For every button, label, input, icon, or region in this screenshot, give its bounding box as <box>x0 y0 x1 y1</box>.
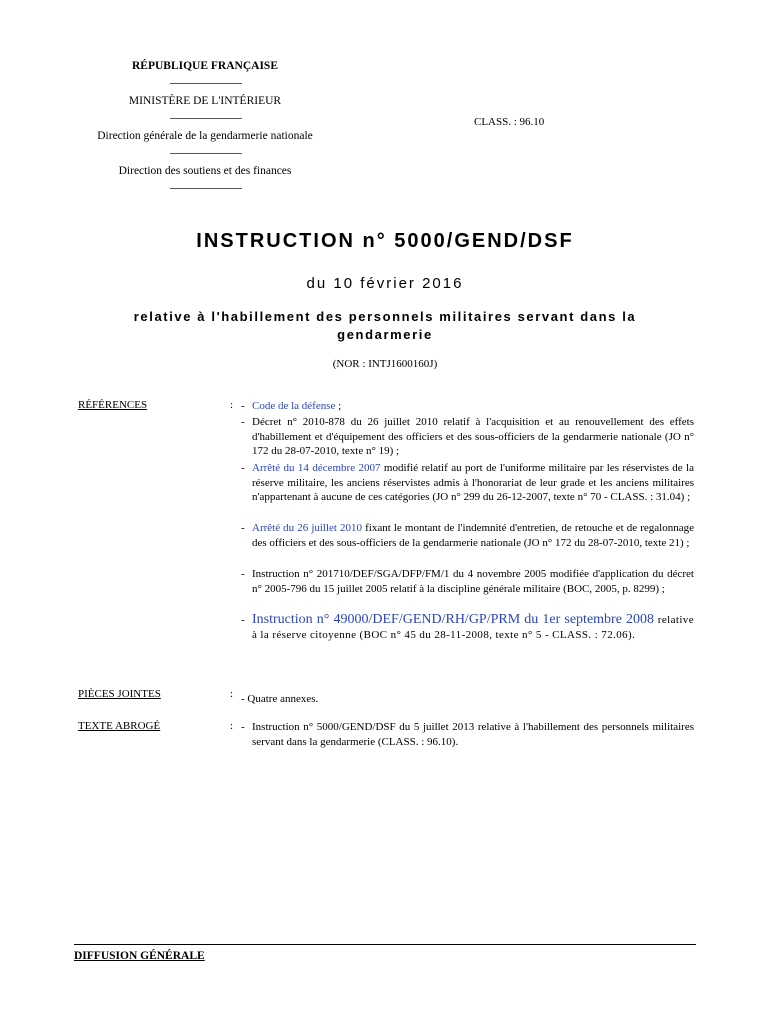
reference-link[interactable]: Code de la défense <box>252 400 336 412</box>
repealed-label: TEXTE ABROGÉ <box>78 720 161 732</box>
attachments-label: PIÈCES JOINTES <box>78 688 161 700</box>
reference-item: - Instruction n° 49000/DEF/GEND/RH/GP/PRM du 1er septembre 2008 relative à la réserve citoyenne (BOC n° 45 du 28-11-2008, texte n° 5 - CLASS. : 72.06). <box>241 612 694 641</box>
header-divider <box>170 118 242 119</box>
attachments-colon: : <box>230 688 234 700</box>
reference-item: - Décret n° 2010-878 du 26 juillet 2010 relatif à l'acquisition et au renouvellement des effets d'habillement et d'équipement des officiers et des sous-officiers de la gendarmerie nationale (JO n° 172 du 28-07-2010, texte n° 19) ; <box>241 416 694 457</box>
ministry-label: MINISTÈRE DE L'INTÉRIEUR <box>128 95 282 107</box>
document-date: du 10 février 2016 <box>306 275 464 292</box>
directorate-label: Direction des soutiens et des finances <box>118 165 292 177</box>
reference-item: - Arrêté du 14 décembre 2007 modifié relatif au port de l'uniforme militaire par les réservistes de la réserve militaire, les anciens réservistes admis à l'honorariat de leur grade et les anciens militaires n'appartenant à aucune de ces catégories (JO n° 299 du 26-12-2007, texte n° 70 - CLASS. : 31.04) ; <box>241 462 694 503</box>
reference-link[interactable]: Arrêté du 26 juillet 2010 <box>252 522 363 534</box>
document-title: INSTRUCTION n° 5000/GEND/DSF <box>196 230 574 252</box>
reference-text: fixant le montant de l'indemnité d'entretien, de retouche et de regalonnage des officiers et des sous-officiers de la gendarmerie nationale (JO n° 172 du 28-07-2010, texte 21) ; <box>252 522 694 549</box>
header-divider <box>170 83 242 84</box>
repealed-text: Instruction n° 5000/GEND/DSF du 5 juillet 2013 relative à l'habillement des personnels militaires servant dans la gendarmerie (CLASS. : 96.10). <box>252 721 694 748</box>
nor-reference: (NOR : INTJ1600160J) <box>332 358 438 370</box>
reference-text: modifié relatif au port de l'uniforme militaire par les réservistes de la réserve militaire, les anciens réservistes admis à l'honorariat de leur grade et les anciens militaires n'appartenant à aucune de ces catégories (JO n° 299 du 26-12-2007, texte n° 70 - CLASS. : 31.04) ; <box>252 462 694 503</box>
header-divider <box>170 153 242 154</box>
attachments-text: - Quatre annexes. <box>241 693 319 705</box>
reference-text: ; <box>335 400 342 412</box>
reference-link[interactable]: Instruction n° 49000/DEF/GEND/RH/GP/PRM du 1er septembre 2008 <box>252 612 655 627</box>
header-divider <box>170 188 242 189</box>
reference-item: - Code de la défense ; <box>241 400 342 412</box>
reference-text: Décret n° 2010-878 du 26 juillet 2010 relatif à l'acquisition et au renouvellement des effets d'habillement et d'équipement des officiers et des sous-officiers de la gendarmerie nationale (JO n° 172 du 28-07-2010, texte n° 19) ; <box>252 416 694 457</box>
distribution-label: DIFFUSION GÉNÉRALE <box>74 950 205 962</box>
reference-link[interactable]: Arrêté du 14 décembre 2007 <box>252 462 381 474</box>
republic-label: RÉPUBLIQUE FRANÇAISE <box>131 60 278 72</box>
directorate-general-label: Direction générale de la gendarmerie nationale <box>97 130 313 142</box>
document-subject: relative à l'habillement des personnels militaires servant dans la gendarmerie <box>133 309 637 342</box>
repealed-item: - Instruction n° 5000/GEND/DSF du 5 juillet 2013 relative à l'habillement des personnels militaires servant dans la gendarmerie (CLASS. : 96.10). <box>241 721 694 748</box>
references-label: RÉFÉRENCES <box>78 399 148 411</box>
footer-rule <box>74 944 696 945</box>
references-colon: : <box>230 399 234 411</box>
classification-label: CLASS. : 96.10 <box>474 116 545 128</box>
reference-item: - Arrêté du 26 juillet 2010 fixant le montant de l'indemnité d'entretien, de retouche et de regalonnage des officiers et des sous-officiers de la gendarmerie nationale (JO n° 172 du 28-07-2010, texte 21) ; <box>241 522 694 549</box>
reference-text: relative à la réserve citoyenne (BOC n° 45 du 28-11-2008, texte n° 5 - CLASS. : 72.06). <box>252 614 694 641</box>
reference-item: - Instruction n° 201710/DEF/SGA/DFP/FM/1 du 4 novembre 2005 modifiée d'application du décret n° 2005-796 du 15 juillet 2005 relatif à la discipline générale militaire (BOC, 2005, p. 8299) ; <box>241 568 694 595</box>
repealed-colon: : <box>230 720 234 732</box>
reference-text: Instruction n° 201710/DEF/SGA/DFP/FM/1 du 4 novembre 2005 modifiée d'application du décret n° 2005-796 du 15 juillet 2005 relatif à la discipline générale militaire (BOC, 2005, p. 8299) ; <box>252 568 694 595</box>
